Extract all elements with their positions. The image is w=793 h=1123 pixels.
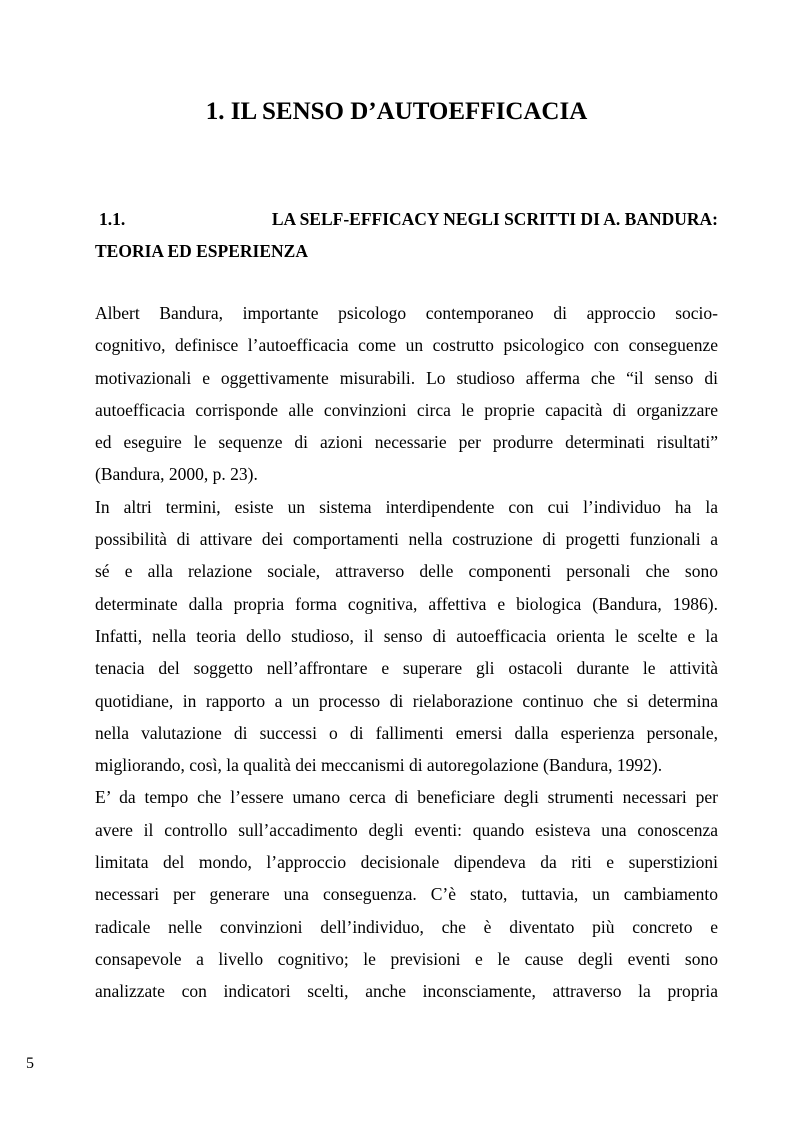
- text-line: Infatti, nella teoria dello studioso, il senso di autoefficacia orienta le scelte e la: [95, 625, 718, 646]
- section-title-line-2: TEORIA ED ESPERIENZA: [95, 241, 308, 261]
- section-heading-line-1: [95, 203, 718, 235]
- text-line: sé e alla relazione sociale, attraverso delle componenti personali che sono: [95, 561, 718, 582]
- text-line: cognitivo, definisce l’autoefficacia come un costrutto psicologico con conseguenze: [95, 335, 718, 356]
- chapter-title: 1. IL SENSO D’AUTOEFFICACIA: [205, 98, 588, 125]
- text-line: limitata del mondo, l’approccio decisionale dipendeva da riti e superstizioni: [95, 852, 718, 873]
- text-line: (Bandura, 2000, p. 23).: [95, 464, 258, 485]
- text-line: tenacia del soggetto nell’affrontare e superare gli ostacoli durante le attività: [95, 658, 718, 679]
- text-line: radicale nelle convinzioni dell’individuo, che è diventato più concreto e: [95, 916, 718, 937]
- text-line: consapevole a livello cognitivo; le previsioni e le cause degli eventi sono: [95, 948, 718, 969]
- section-heading: [95, 203, 718, 267]
- text-line: migliorando, così, la qualità dei meccanismi di autoregolazione (Bandura, 1992).: [95, 755, 663, 776]
- page-number: 5: [26, 1055, 34, 1072]
- text-line: E’ da tempo che l’essere umano cerca di beneficiare degli strumenti necessari per: [95, 787, 718, 808]
- text-line: avere il controllo sull’accadimento degli eventi: quando esisteva una conoscenza: [95, 819, 718, 840]
- text-line: necessari per generare una conseguenza. C’è stato, tuttavia, un cambiamento: [95, 884, 718, 905]
- section-number: 1.1.: [99, 209, 126, 229]
- text-line: nella valutazione di successi o di fallimenti emersi dalla esperienza personale,: [95, 722, 718, 743]
- text-line: determinate dalla propria forma cognitiva, affettiva e biologica (Bandura, 1986).: [95, 593, 718, 614]
- text-line: analizzate con indicatori scelti, anche inconsciamente, attraverso la propria: [95, 981, 718, 1002]
- text-line: autoefficacia corrisponde alle convinzioni circa le proprie capacità di organizzare: [95, 399, 718, 420]
- body-text: [95, 297, 718, 1008]
- text-line: In altri termini, esiste un sistema interdipendente con cui l’individuo ha la: [95, 496, 718, 517]
- text-line: ed eseguire le sequenze di azioni necessarie per produrre determinati risultati”: [95, 432, 718, 453]
- text-line: quotidiane, in rapporto a un processo di rielaborazione continuo che si determina: [95, 690, 718, 711]
- section-title-line-1: LA SELF-EFFICACY NEGLI SCRITTI DI A. BANDURA:: [271, 209, 718, 229]
- text-line: Albert Bandura, importante psicologo contemporaneo di approccio socio-: [95, 303, 718, 323]
- text-line: possibilità di attivare dei comportamenti nella costruzione di progetti funzionali a: [95, 529, 718, 550]
- text-line: motivazionali e oggettivamente misurabili. Lo studioso afferma che “il senso di: [95, 367, 718, 388]
